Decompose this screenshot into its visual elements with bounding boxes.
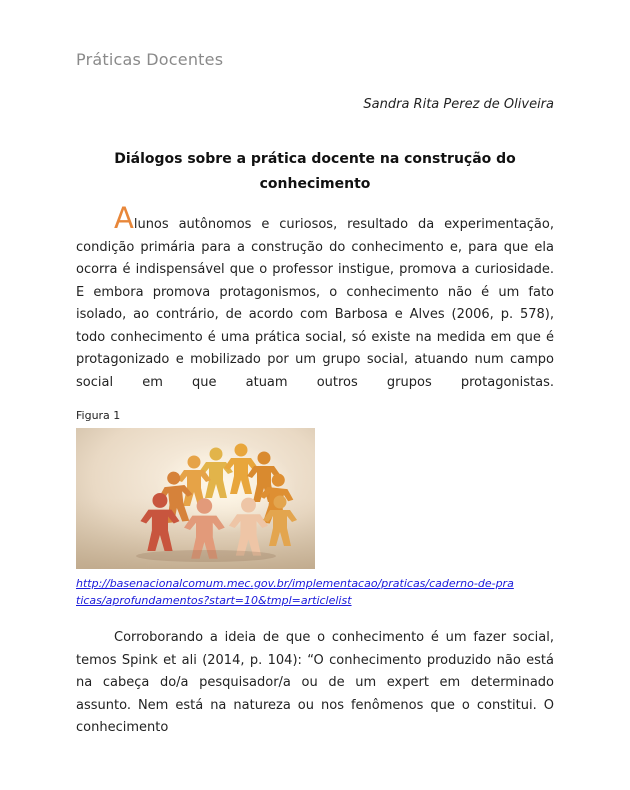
figure-image [76,428,315,569]
author-name: Sandra Rita Perez de Oliveira [363,97,554,112]
article-title [76,147,554,197]
paragraph-1 [76,201,554,394]
figure-label: Figura 1 [76,409,121,422]
paragraph-1-body: condição primária para a construção do conhecimento e, para que ela ocorra é indispensável que o professor instigue, promova a curiosidade. E embora promova protagonismos, o conhecimento não é um fato isolado, ao contrário, de acordo com Barbosa e Alves (2006, p. 578), todo conhecimento é uma prática social, só existe na medida em que é protagonizado e mobilizado por um grupo social, atuando num campo social em que atuam outros grupos protagonistas. [76,239,554,390]
title-line-2: conhecimento [259,176,371,192]
paragraph-2-body: temos Spink et ali (2014, p. 104): “O conhecimento produzido não está na cabeça do/a pesquisador/a ou de um expert em determinado assunto. Nem está na natureza ou nos fenômenos que o constitui. O conhecimento [76,652,554,735]
paper-people-circle-image [76,428,315,569]
paragraph-2-line-1: Corroborando a ideia de que o conhecimento é um fazer social, [114,630,554,645]
paragraph-2 [76,627,554,740]
paragraph-1-first-line [76,201,554,237]
page-header: Práticas Docentes [76,50,224,69]
figure-source-link[interactable]: http://basenacionalcomum.mec.gov.br/implementacao/praticas/caderno-de-praticas/aprofundamentos?start=10&tmpl=articlelist [76,577,514,607]
drop-cap: A [114,201,134,235]
title-line-1: Diálogos sobre a prática docente na construção do [114,151,516,167]
paragraph-1-line-1: lunos autônomos e curiosos, resultado da experimentação, [133,217,554,232]
